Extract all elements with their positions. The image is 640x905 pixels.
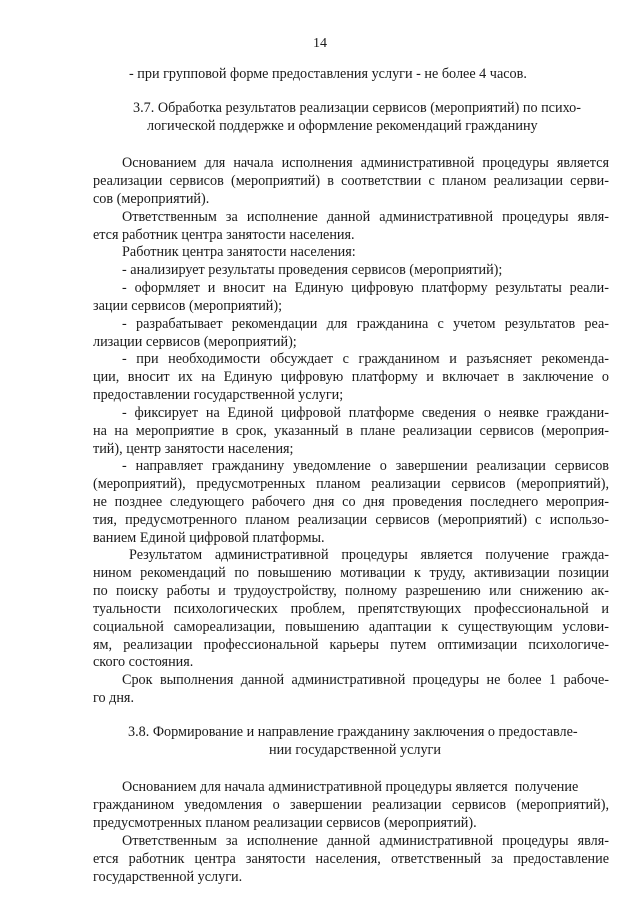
- text-line: тий), центр занятости населения;: [93, 441, 294, 457]
- list-item: - при необходимости обсуждает с гражданином и разъясняет рекоменда-: [122, 351, 609, 367]
- list-item: - направляет гражданину уведомление о завершении реализации сервисов: [122, 458, 609, 474]
- text-line: гражданином уведомления о завершении реализации сервисов (мероприятий),: [93, 797, 609, 813]
- text-line: сов (мероприятий).: [93, 191, 210, 207]
- text-line: не позднее следующего рабочего дня со дня проведения последнего мероприя-: [93, 494, 609, 510]
- text-line: Основанием для начала административной процедуры является получение: [122, 779, 579, 795]
- text-line: - при групповой форме предоставления услуги - не более 4 часов.: [129, 66, 527, 82]
- text-line: (мероприятий), предусмотренных планом реализации сервисов (мероприятий),: [93, 476, 609, 492]
- text-line: государственной услуги.: [93, 869, 243, 885]
- text-line: социальной самореализации, повышению адаптации к существующим услови-: [93, 619, 609, 635]
- list-item: - фиксирует на Единой цифровой платформе сведения о неявке граждани-: [122, 405, 609, 421]
- text-line: предусмотренных планом реализации сервисов (мероприятий).: [93, 815, 477, 831]
- text-line: ского состояния.: [93, 654, 194, 670]
- text-line: Результатом административной процедуры является получение гражда-: [129, 547, 609, 563]
- text-line: ется работник центра занятости населения, ответственный за предоставление: [93, 851, 609, 867]
- section-heading-3-7-cont: логической поддержке и оформление рекомендаций гражданину: [147, 118, 538, 134]
- text-line: го дня.: [93, 690, 134, 706]
- text-line: лизации сервисов (мероприятий);: [93, 334, 297, 350]
- text-line: ется работник центра занятости населения.: [93, 227, 355, 243]
- list-item: - оформляет и вносит на Единую цифровую платформу результаты реали-: [122, 280, 609, 296]
- text-line: Ответственным за исполнение данной административной процедуры явля-: [122, 833, 609, 849]
- text-line: Срок выполнения данной административной процедуры не более 1 рабоче-: [122, 672, 609, 688]
- text-line: предоставлении государственной услуги;: [93, 387, 344, 403]
- text-line: зации сервисов (мероприятий);: [93, 298, 283, 314]
- text-line: тия, предусмотренного планом реализации сервисов (мероприятий) с использо-: [93, 512, 609, 528]
- section-heading-3-8-cont: нии государственной услуги: [269, 742, 441, 758]
- text-line: нином рекомендаций по повышению мотивации к труду, активизации позиции: [93, 565, 609, 581]
- list-item: - анализирует результаты проведения сервисов (мероприятий);: [122, 262, 503, 278]
- text-line: туальности психологических проблем, препятствующих профессиональной и: [93, 601, 609, 617]
- text-line: Работник центра занятости населения:: [122, 244, 356, 260]
- text-line: Ответственным за исполнение данной административной процедуры явля-: [122, 209, 609, 225]
- text-line: на на мероприятие в срок, указанный в плане реализации сервисов (мероприя-: [93, 423, 609, 439]
- page-number: 14: [313, 36, 327, 51]
- list-item: - разрабатывает рекомендации для гражданина с учетом результатов реа-: [122, 316, 609, 332]
- section-heading-3-7: 3.7. Обработка результатов реализации сервисов (мероприятий) по психо-: [133, 100, 581, 116]
- text-line: по поиску работы и трудоустройству, полному разрешению или снижению ак-: [93, 583, 609, 599]
- text-line: ям, реализации профессиональной карьеры путем оптимизации психологиче-: [93, 637, 609, 653]
- section-heading-3-8: 3.8. Формирование и направление гражданину заключения о предоставле-: [128, 724, 578, 740]
- text-line: ванием Единой цифровой платформы.: [93, 530, 325, 546]
- text-line: реализации сервисов (мероприятий) в соответствии с планом реализации серви-: [93, 173, 609, 189]
- text-line: Основанием для начала исполнения административной процедуры является: [122, 155, 609, 171]
- text-line: ции, вносит их на Единую цифровую платформу и включает в заключение о: [93, 369, 609, 385]
